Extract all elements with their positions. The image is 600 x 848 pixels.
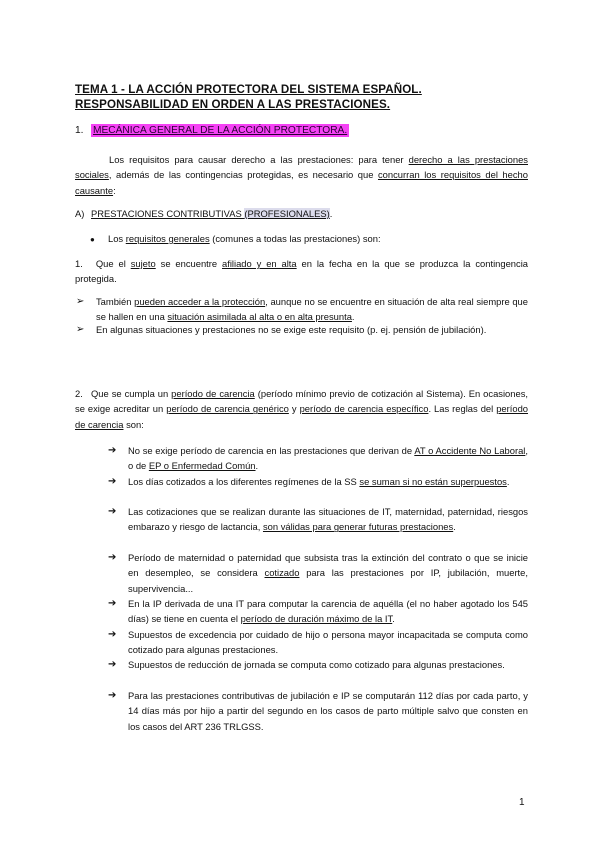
arrow-right-icon: ➔ — [108, 690, 117, 701]
arrow-right-icon: ➔ — [108, 598, 117, 609]
arrow-right-icon: ➔ — [108, 659, 117, 670]
arrow-right-icon: ➔ — [108, 476, 117, 487]
highlighted-text: (PROFESIONALES) — [244, 208, 330, 219]
arrow-right-icon: ➔ — [108, 552, 117, 563]
bullet-icon: ● — [90, 235, 95, 244]
arrowhead-icon: ➢ — [76, 296, 85, 307]
rule-item: ➔ Supuestos de reducción de jornada se computa como cotizado para algunas prestaciones. — [128, 657, 528, 672]
item-1: 1. Que el sujeto se encuentre afiliado y en alta en la fecha en la que se produzca la contingencia protegida. — [75, 258, 528, 285]
section-1-heading — [75, 124, 349, 138]
arrow-right-icon: ➔ — [108, 445, 117, 456]
section-a-heading: A) PRESTACIONES CONTRIBUTIVAS (PROFESIONALES). — [75, 208, 333, 219]
rule-item: ➔ En la IP derivada de una IT para computar la carencia de aquélla (el no haber agotado los 545 días) se tiene en cuenta el período de duración máximo de la IT. — [108, 598, 528, 625]
item-1-sub-1: ➢ También pueden acceder a la protección, aunque no se encuentre en situación de alta real siempre que se hallen en una situación asimilada al alta o en alta presunta. — [76, 296, 528, 323]
rule-item: ➔ Las cotizaciones que se realizan durante las situaciones de IT, maternidad, paternidad, riesgos embarazo y riesgo de lactancia, son válidas para generar futuras prestaciones. — [108, 506, 528, 533]
rule-item: ➔ Supuestos de excedencia por cuidado de hijo o persona mayor incapacitada se computa como cotizado para algunas prestaciones. — [108, 629, 528, 656]
arrow-right-icon: ➔ — [108, 506, 117, 517]
underlined-text: derecho a las prestaciones sociales — [75, 154, 528, 181]
rule-item: ➔ Los días cotizados a los diferentes regímenes de la SS se suman si no están superpuestos. — [128, 474, 528, 489]
underlined-text: concurran los requisitos del hecho causante — [75, 169, 528, 196]
page-title: TEMA 1 - LA ACCIÓN PROTECTORA DEL SISTEMA ESPAÑOL. RESPONSABILIDAD EN ORDEN A LAS PRESTACIONES. — [75, 83, 422, 111]
section-number: 1. — [75, 125, 84, 136]
arrow-right-icon: ➔ — [108, 629, 117, 640]
rule-item: ➔ Período de maternidad o paternidad que subsista tras la extinción del contrato o que se inicie en desempleo, se considera cotizado para las prestaciones por IP, jubilación, muerte, supervivencia... — [108, 552, 528, 594]
intro-paragraph: Los requisitos para causar derecho a las prestaciones: para tener derecho a las prestaciones sociales, además de las contingencias protegidas, es necesario que concurran los requisitos del hecho causante: — [75, 154, 528, 196]
rule-item: ➔ Para las prestaciones contributivas de jubilación e IP se computarán 112 días por cada parto, y 14 días más por hijo a partir del segundo en los casos de parto múltiple salvo que consten en los casos del ART 236 TRLGSS. — [108, 690, 528, 732]
item-1-sub-2: ➢ En algunas situaciones y prestaciones no se exige este requisito (p. ej. pensión de jubilación). — [96, 322, 528, 337]
section-heading-highlighted: MECÁNICA GENERAL DE LA ACCIÓN PROTECTORA. — [93, 125, 348, 136]
general-requirements-line: ● Los requisitos generales (comunes a todas las prestaciones) son: — [90, 231, 530, 247]
arrowhead-icon: ➢ — [76, 324, 85, 335]
item-2: 2. Que se cumpla un período de carencia (período mínimo previo de cotización al Sistema). En ocasiones, se exige acreditar un período de carencia genérico y período de carencia específico. Las reglas del período de carencia son: — [75, 388, 529, 430]
page-number: 1 — [519, 797, 525, 808]
rule-item: ➔ No se exige período de carencia en las prestaciones que derivan de AT o Accidente No Laboral, o de EP o Enfermedad Común. — [108, 445, 528, 472]
